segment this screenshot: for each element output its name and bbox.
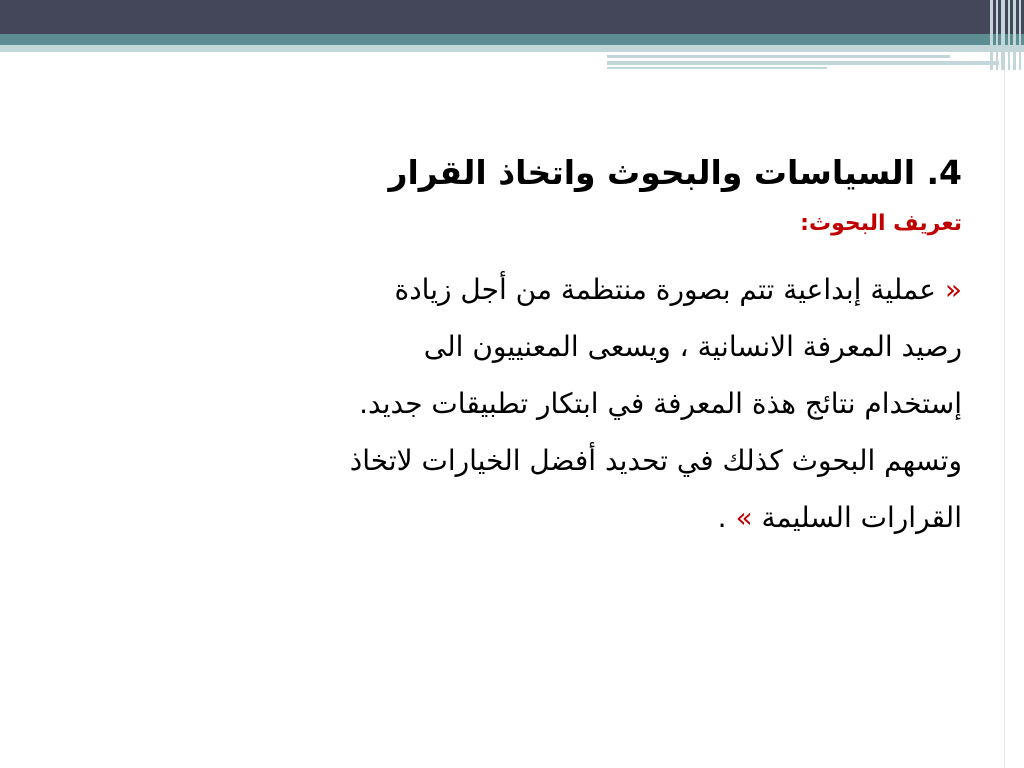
end-dot: . (717, 500, 727, 534)
body-line: القرارات السليمة » . (717, 500, 962, 534)
body-line: « عملية إبداعية تتم بصورة منتظمة من أجل زيادة (394, 272, 962, 306)
corner-stripes (988, 0, 1024, 70)
right-rule (1004, 70, 1005, 768)
header-decor-line (607, 55, 950, 58)
quote-open: « (944, 272, 962, 306)
body-line: إستخدام نتائج هذة المعرفة في ابتكار تطبيقات جديد. (359, 386, 962, 420)
slide-subtitle: تعريف البحوث: (800, 211, 962, 237)
header-teal-stripe (0, 34, 1024, 45)
slide-content (82, 150, 962, 546)
body-line: وتسهم البحوث كذلك في تحديد أفضل الخيارات لاتخاذ (349, 443, 962, 477)
body-line: رصيد المعرفة الانسانية ، ويسعى المعنييون الى (423, 329, 962, 363)
header-light-stripe (0, 45, 1024, 52)
header-decor-line (607, 61, 999, 65)
quote-close: » (735, 500, 753, 534)
body-paragraph (82, 261, 962, 546)
header-bar (0, 0, 1024, 34)
slide-title: 4. السياسات والبحوث واتخاذ القرار (388, 153, 962, 192)
header-decor-line (607, 67, 827, 69)
